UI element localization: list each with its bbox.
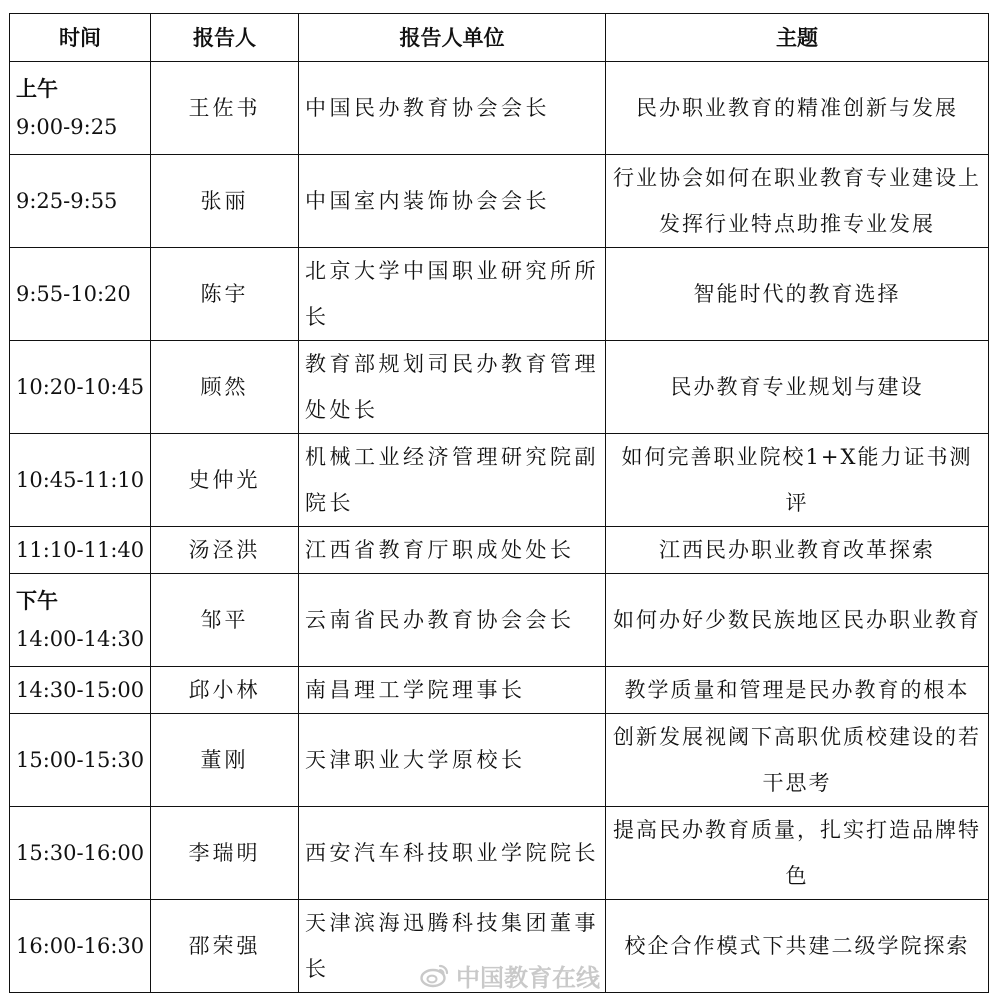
time-range: 14:30-15:00: [16, 678, 145, 702]
time-cell: [10, 341, 151, 434]
time-range: 9:55-10:20: [16, 282, 131, 306]
time-range: 9:25-9:55: [16, 189, 118, 213]
time-range: 14:00-14:30: [16, 627, 145, 651]
topic-cell: 江西民办职业教育改革探索: [606, 527, 989, 574]
topic-cell: 提高民办教育质量，扎实打造品牌特色: [606, 807, 989, 900]
time-cell: [10, 62, 151, 155]
table-row: [10, 667, 989, 714]
table-row: [10, 155, 989, 248]
time-range: 9:00-9:25: [16, 115, 118, 139]
time-range: 10:20-10:45: [16, 375, 145, 399]
organization-cell: 天津滨海迅腾科技集团董事长: [299, 900, 606, 993]
speaker-cell: 董刚: [151, 714, 299, 807]
watermark-text: 中国教育在线: [456, 963, 600, 992]
time-cell: [10, 527, 151, 574]
time-range: 15:00-15:30: [16, 748, 145, 772]
header-speaker: 报告人: [151, 14, 299, 62]
organization-cell: 江西省教育厅职成处处长: [299, 527, 606, 574]
organization-cell: 西安汽车科技职业学院院长: [299, 807, 606, 900]
organization-cell: 机械工业经济管理研究院副院长: [299, 434, 606, 527]
speaker-cell: 邹平: [151, 574, 299, 667]
time-range: 10:45-11:10: [16, 468, 145, 492]
topic-cell: 校企合作模式下共建二级学院探索: [606, 900, 989, 993]
topic-cell: 行业协会如何在职业教育专业建设上发挥行业特点助推专业发展: [606, 155, 989, 248]
topic-cell: 创新发展视阈下高职优质校建设的若干思考: [606, 714, 989, 807]
organization-cell: 北京大学中国职业研究所所长: [299, 248, 606, 341]
organization-cell: 中国室内装饰协会会长: [299, 155, 606, 248]
period-label: 上午: [16, 76, 58, 101]
topic-cell: 如何办好少数民族地区民办职业教育: [606, 574, 989, 667]
table-row: [10, 574, 989, 667]
header-topic: 主题: [606, 14, 989, 62]
speaker-cell: 邱小林: [151, 667, 299, 714]
time-cell: [10, 807, 151, 900]
table-row: [10, 62, 989, 155]
time-range: 11:10-11:40: [16, 538, 145, 562]
table-row: [10, 248, 989, 341]
table-row: [10, 714, 989, 807]
time-cell: [10, 155, 151, 248]
time-cell: [10, 900, 151, 993]
topic-cell: 教学质量和管理是民办教育的根本: [606, 667, 989, 714]
table-row: [10, 341, 989, 434]
time-cell: [10, 434, 151, 527]
speaker-cell: 史仲光: [151, 434, 299, 527]
table-row: [10, 900, 989, 993]
topic-cell: 民办教育专业规划与建设: [606, 341, 989, 434]
period-label: 下午: [16, 588, 58, 613]
time-range: 16:00-16:30: [16, 934, 145, 958]
topic-cell: 民办职业教育的精准创新与发展: [606, 62, 989, 155]
time-cell: [10, 574, 151, 667]
speaker-cell: 邵荣强: [151, 900, 299, 993]
header-time: 时间: [10, 14, 151, 62]
speaker-cell: 陈宇: [151, 248, 299, 341]
organization-cell: 天津职业大学原校长: [299, 714, 606, 807]
speaker-cell: 张丽: [151, 155, 299, 248]
time-cell: [10, 667, 151, 714]
table-row: [10, 527, 989, 574]
header-organization: 报告人单位: [299, 14, 606, 62]
organization-cell: 云南省民办教育协会会长: [299, 574, 606, 667]
organization-cell: 中国民办教育协会会长: [299, 62, 606, 155]
topic-cell: 如何完善职业院校1+X能力证书测评: [606, 434, 989, 527]
speaker-cell: 王佐书: [151, 62, 299, 155]
speaker-cell: 李瑞明: [151, 807, 299, 900]
speaker-cell: 汤泾洪: [151, 527, 299, 574]
agenda-table: [9, 13, 989, 993]
time-range: 15:30-16:00: [16, 841, 145, 865]
organization-cell: 南昌理工学院理事长: [299, 667, 606, 714]
speaker-cell: 顾然: [151, 341, 299, 434]
table-row: [10, 807, 989, 900]
topic-cell: 智能时代的教育选择: [606, 248, 989, 341]
time-cell: [10, 714, 151, 807]
table-row: [10, 434, 989, 527]
table-header-row: [10, 14, 989, 62]
time-cell: [10, 248, 151, 341]
organization-cell: 教育部规划司民办教育管理处处长: [299, 341, 606, 434]
